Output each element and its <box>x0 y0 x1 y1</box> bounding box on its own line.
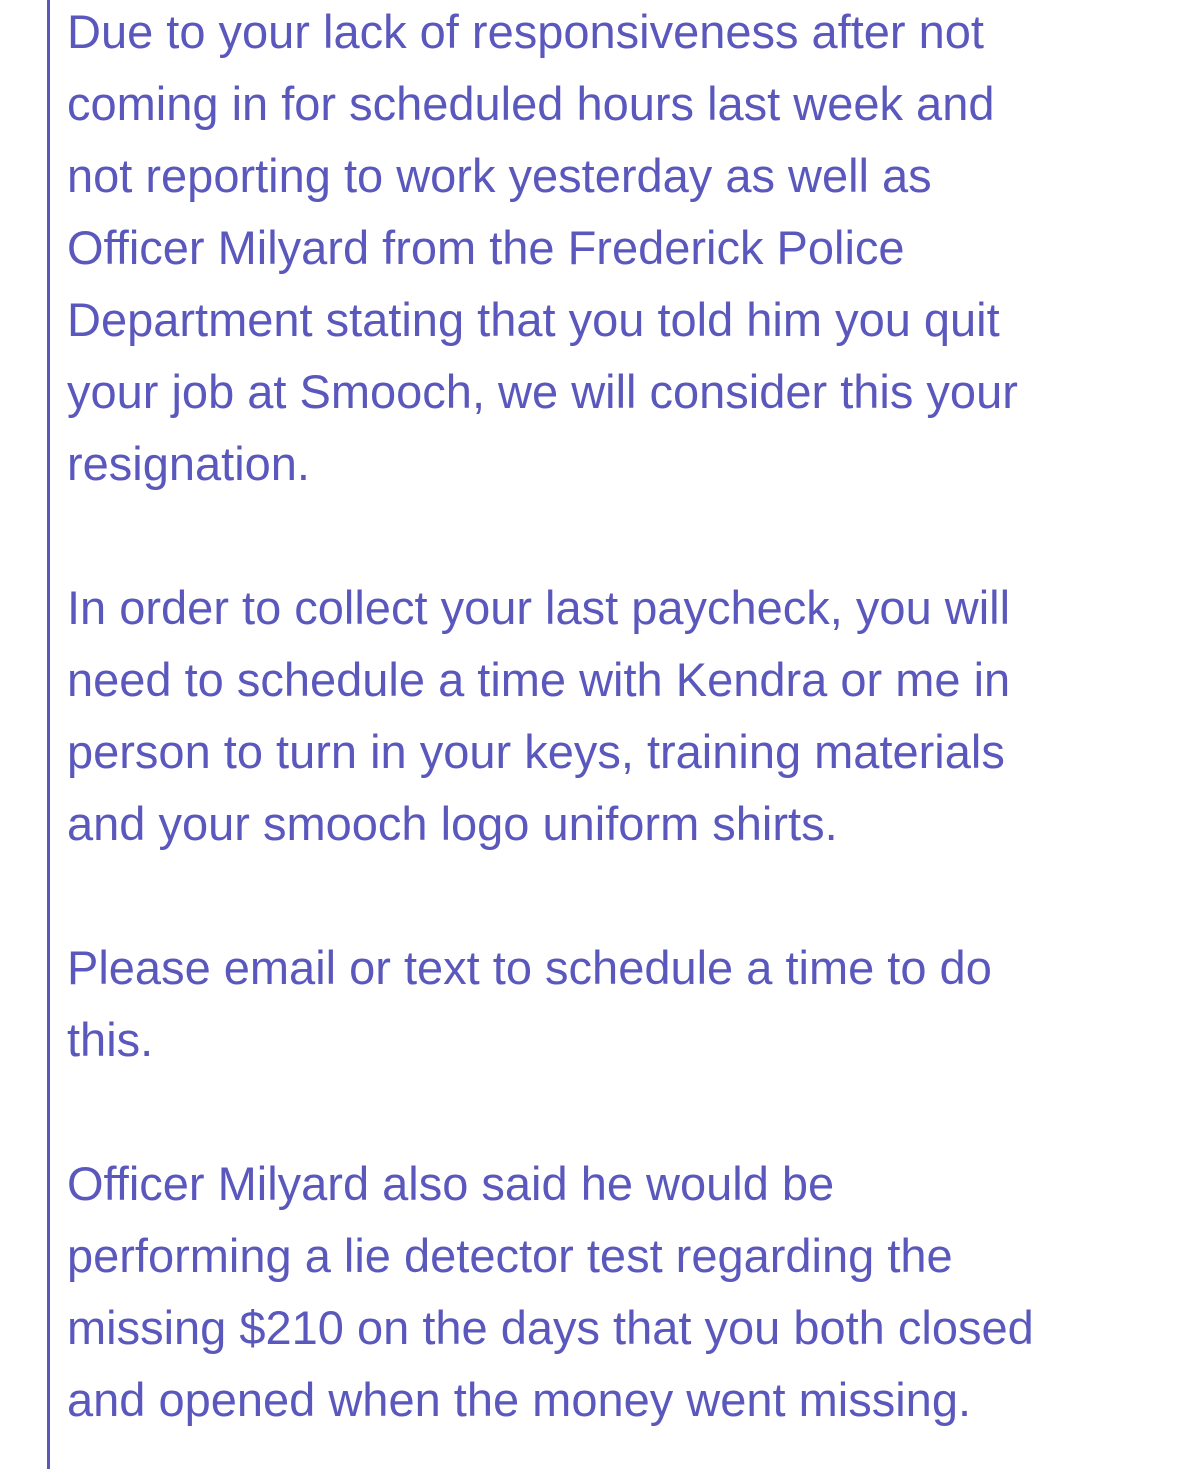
quoted-paragraph-4: Officer Milyard also said he would be performing a lie detector test regarding the missing $210 on the days that you both closed and opened when the money went missing. <box>67 1157 1034 1426</box>
quoted-paragraph-3: Please email or text to schedule a time to do this. <box>67 941 992 1066</box>
quoted-paragraph-1: Due to your lack of responsiveness after not coming in for scheduled hours last week and not reporting to work yesterday as well as Officer Milyard from the Frederick Police Department stating that you told him you quit your job at Smooch, we will consider this your resignation. <box>67 5 1018 490</box>
quote-bar <box>47 0 50 1469</box>
quoted-paragraph-2: In order to collect your last paycheck, you will need to schedule a time with Kendra or me in person to turn in your keys, training materials and your smooch logo uniform shirts. <box>67 581 1011 850</box>
